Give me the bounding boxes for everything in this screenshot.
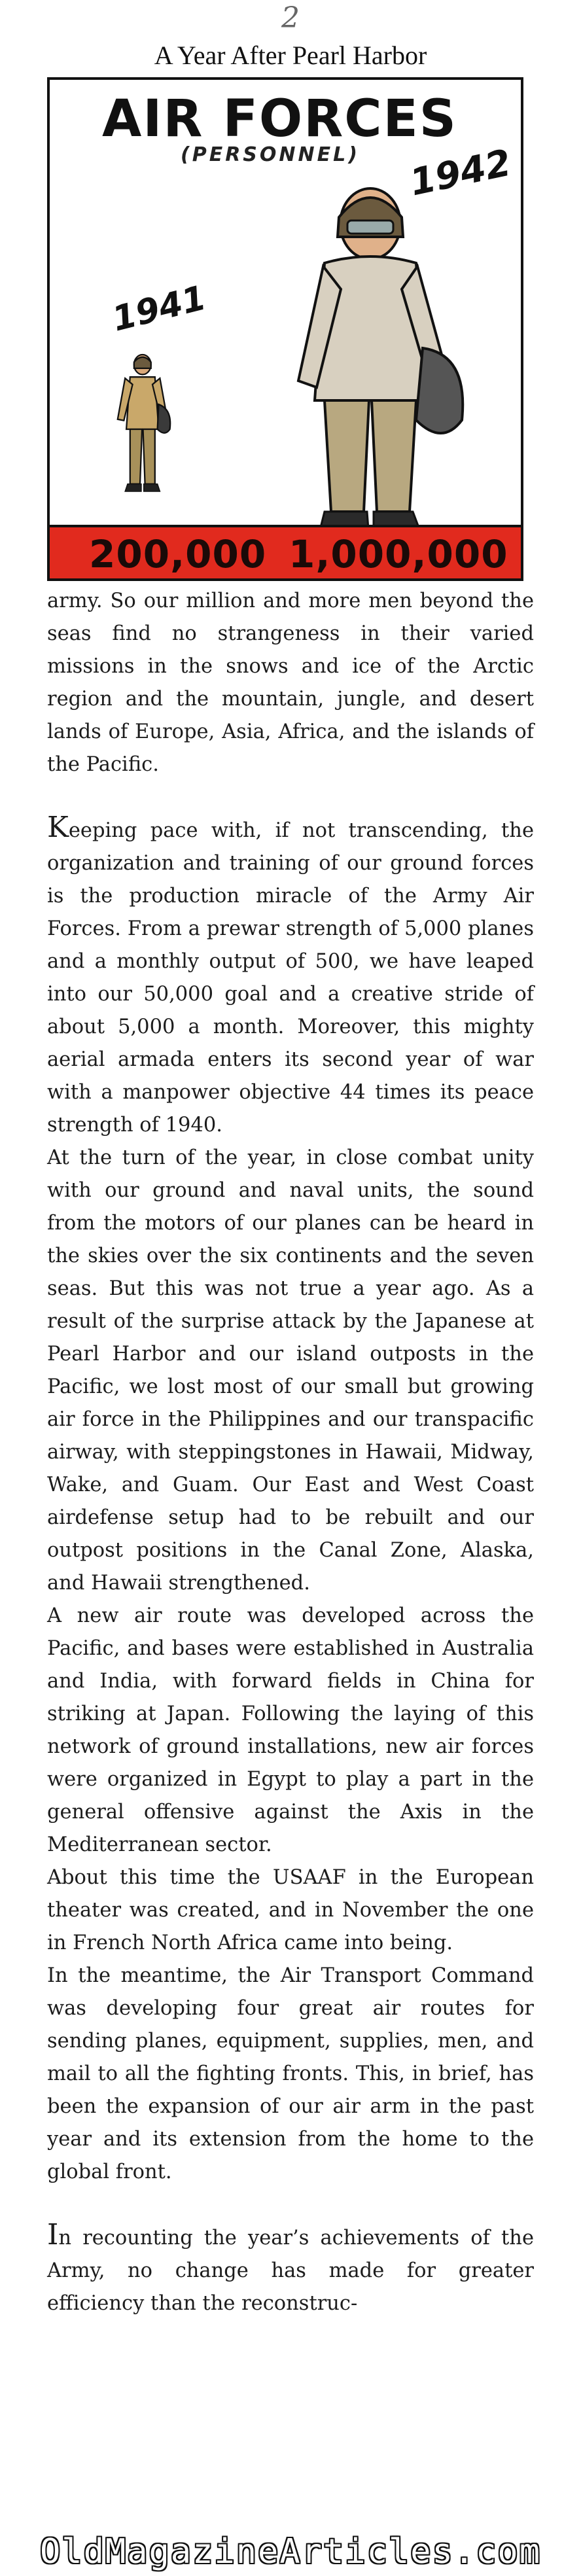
page-number: 2 [281, 1, 300, 35]
pilots-illustration [50, 80, 521, 525]
article-paragraph: In the meantime, the Air Transport Command was developing four great air routes for sending planes, equipment, supplies, men, and mail to all the fighting fronts. This, in brief, has been the expansion of our air arm in the past year and its extension from the home to the global front. [47, 1964, 534, 2183]
article-paragraph: A new air route was developed across the Pacific, and bases were established in Australia and India, with forward fields in China for striking at Japan. Following the laying of this network of ground installations, new air forces were organized in Egypt to play a part in the general offensive against the Axis in the Mediterranean sector. [47, 1604, 534, 1856]
running-head: A Year After Pearl Harbor [154, 41, 427, 70]
value-1942: 1,000,000 [289, 532, 508, 576]
article-body [47, 585, 534, 2320]
paragraph-text: n recounting the year’s achievements of the Army, no change has made for greater efficiency than the reconstruc- [47, 2227, 534, 2315]
air-forces-figure [47, 77, 523, 581]
paragraph-text: eeping pace with, if not transcending, the organization and training of our ground forces is the production miracle of the Army Air Forces. From a prewar strength of 5,000 planes and a monthly output of 500, we have leaped into our 50,000 goal and a creative stride of about 5,000 a month. Moreover, this mighty aerial armada enters its second year of war with a manpower objective 44 times its peace strength of 1940. [47, 819, 534, 1137]
year-label-1942: 1942 [406, 141, 515, 205]
watermark: OldMagazineArticles.com [39, 2532, 542, 2571]
figure-subtitle: (PERSONNEL) [181, 143, 360, 166]
article-paragraph [47, 2219, 534, 2320]
figure-value-bar [50, 525, 521, 578]
article-paragraph: army. So our million and more men beyond the seas find no strangeness in their varied missions in the snows and ice of the Arctic region and the mountain, jungle, and desert lands of Europe, Asia, Africa, and the islands of the Pacific. [47, 590, 534, 776]
year-label-1941: 1941 [108, 278, 210, 340]
initial-cap: I [47, 2218, 59, 2251]
pilot-1942-icon [298, 188, 463, 525]
article-paragraph: About this time the USAAF in the European theater was created, and in November the one in French North Africa came into being. [47, 1866, 534, 1954]
pilot-1941-icon [118, 355, 170, 491]
figure-title: AIR FORCES [102, 90, 457, 149]
article-paragraph [47, 811, 534, 1142]
article-paragraph: At the turn of the year, in close combat unity with our ground and naval units, the sound from the motors of our planes can be heard in the skies over the six continents and the seven seas. But this was not true a year ago. As a result of the surprise attack by the Japanese at Pearl Harbor and our island outposts in the Pacific, we lost most of our small but growing air force in the Philippines and our transpacific airway, with steppingstones in Hawaii, Midway, Wake, and Guam. Our East and West Coast airdefense setup had to be rebuilt and our outpost positions in the Canal Zone, Alaska, and Hawaii strengthened. [47, 1146, 534, 1595]
value-1941: 200,000 [89, 532, 267, 576]
initial-cap: K [47, 811, 69, 844]
